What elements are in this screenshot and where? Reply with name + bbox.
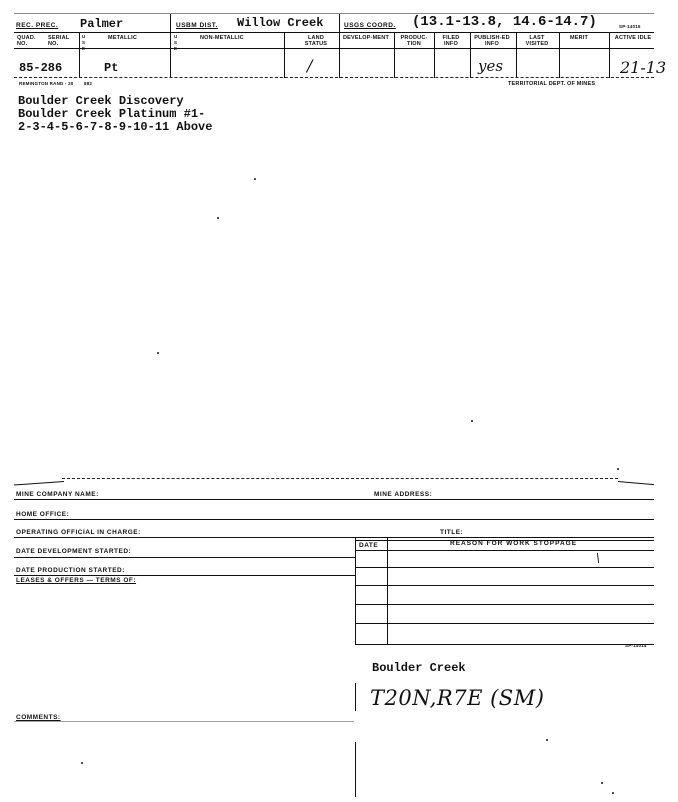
stoppage-table-left (355, 537, 356, 645)
scan-speck (617, 468, 619, 470)
footer-code: 882 (84, 81, 93, 86)
scan-speck (254, 178, 256, 180)
rule-home-office (14, 519, 654, 520)
mine-address-label: MINE ADDRESS: (374, 491, 433, 498)
body-line-2: Boulder Creek Platinum #1- (18, 107, 206, 121)
usgs-coord-value: (13.1-13.8, 14.6-14.7) (412, 14, 597, 30)
col-last-visited: LAST VISITED (525, 35, 549, 47)
curve-right (618, 481, 654, 485)
rec-prec-label: REC. PREC. (16, 22, 59, 29)
mine-company-name-label: MINE COMPANY NAME: (16, 491, 99, 498)
divider-published (470, 33, 471, 78)
rule-official (14, 537, 654, 538)
stoppage-row-6 (355, 644, 654, 645)
col-merit: MERIT (570, 35, 589, 41)
operating-official-label: OPERATING OFFICIAL IN CHARGE: (16, 529, 141, 536)
col-filed-info: FILED INFO (442, 35, 460, 47)
col-use-metallic: U S E (82, 34, 86, 51)
title-label: TITLE: (440, 529, 464, 536)
reason-col-header: REASON FOR WORK STOPPAGE (450, 540, 578, 547)
header-bottom-rule (14, 32, 654, 33)
col-active-idle: ACTIVE IDLE (614, 35, 652, 41)
col-land-status: LAND STATUS (304, 35, 328, 47)
rule-company (14, 499, 654, 500)
cell-metallic: Pt (104, 61, 119, 75)
date-production-label: DATE PRODUCTION STARTED: (16, 567, 125, 574)
scan-speck (546, 739, 548, 741)
divider-usbm (170, 14, 171, 78)
scan-speck (217, 217, 219, 219)
col-serial-no: SERIAL NO. (48, 35, 70, 47)
footer-territorial: TERRITORIAL DEPT. OF MINES (508, 81, 596, 87)
rule-development (14, 557, 355, 558)
divider-land (284, 33, 285, 78)
divider-merit (559, 33, 560, 78)
cell-quad-no: 85-286 (19, 61, 63, 75)
stoppage-row-1 (355, 550, 654, 551)
col-non-metallic: NON-METALLIC (200, 35, 244, 41)
usbm-dist-label: USBM DIST. (176, 22, 218, 29)
usgs-coord-label: USGS COORD. (344, 22, 396, 29)
check-mark: \ (596, 551, 601, 565)
stoppage-table-date-divider (387, 537, 388, 645)
handwritten-location: T20N,R7E (SM) (370, 686, 545, 710)
scan-speck (601, 782, 603, 784)
footer-remington: REMINGTON RAND - 20 (19, 81, 74, 86)
col-metallic: METALLIC (108, 35, 137, 41)
lower-dashed-rule (62, 478, 618, 479)
row-dashed-rule (14, 77, 654, 78)
rec-prec-value: Palmer (80, 17, 124, 31)
home-office-label: HOME OFFICE: (16, 511, 70, 518)
stoppage-row-5 (355, 623, 654, 624)
divider-filed (434, 33, 435, 78)
col-production: PRODUC-TION (400, 35, 428, 47)
body-line-3: 2-3-4-5-6-7-8-9-10-11 Above (18, 120, 213, 134)
divider-active (609, 33, 610, 78)
divider-usgs (339, 14, 340, 78)
comments-label: COMMENTS: (16, 714, 61, 721)
rule-production (14, 575, 355, 576)
comments-divider-top (355, 683, 356, 711)
form-number-bottom: SP-14014 (625, 643, 647, 648)
cell-active-idle: 21-13 (620, 58, 667, 77)
rule-comments (14, 721, 354, 722)
curve-left (14, 481, 64, 485)
stoppage-row-4 (355, 604, 654, 605)
body-line-1: Boulder Creek Discovery (18, 94, 184, 108)
col-quad-no: QUAD. NO. (17, 35, 36, 47)
date-col-header: DATE (359, 542, 379, 549)
usbm-dist-value: Willow Creek (237, 16, 324, 30)
scan-speck (471, 420, 473, 422)
form-number-top: SP-14015 (619, 24, 641, 29)
stoppage-row-3 (355, 585, 654, 586)
scan-speck (157, 352, 159, 354)
leases-label: LEASES & OFFERS — TERMS OF: (16, 577, 137, 584)
divider-last (516, 33, 517, 78)
divider-prod (394, 33, 395, 78)
cell-land-status: / (307, 56, 313, 75)
scan-speck (612, 792, 614, 794)
col-development: DEVELOP-MENT (342, 35, 390, 41)
stoppage-row-2 (355, 567, 654, 568)
divider-use1 (79, 33, 80, 78)
typed-location: Boulder Creek (372, 661, 466, 675)
col-use-nonmetallic: U S E (174, 34, 178, 51)
scan-speck (81, 762, 83, 764)
col-published-info: PUBLISH-ED INFO (474, 35, 510, 47)
cell-published-info: yes (478, 57, 504, 75)
comments-divider-bottom (355, 742, 356, 797)
date-development-label: DATE DEVELOPMENT STARTED: (16, 548, 132, 555)
column-bottom-rule (14, 48, 654, 49)
